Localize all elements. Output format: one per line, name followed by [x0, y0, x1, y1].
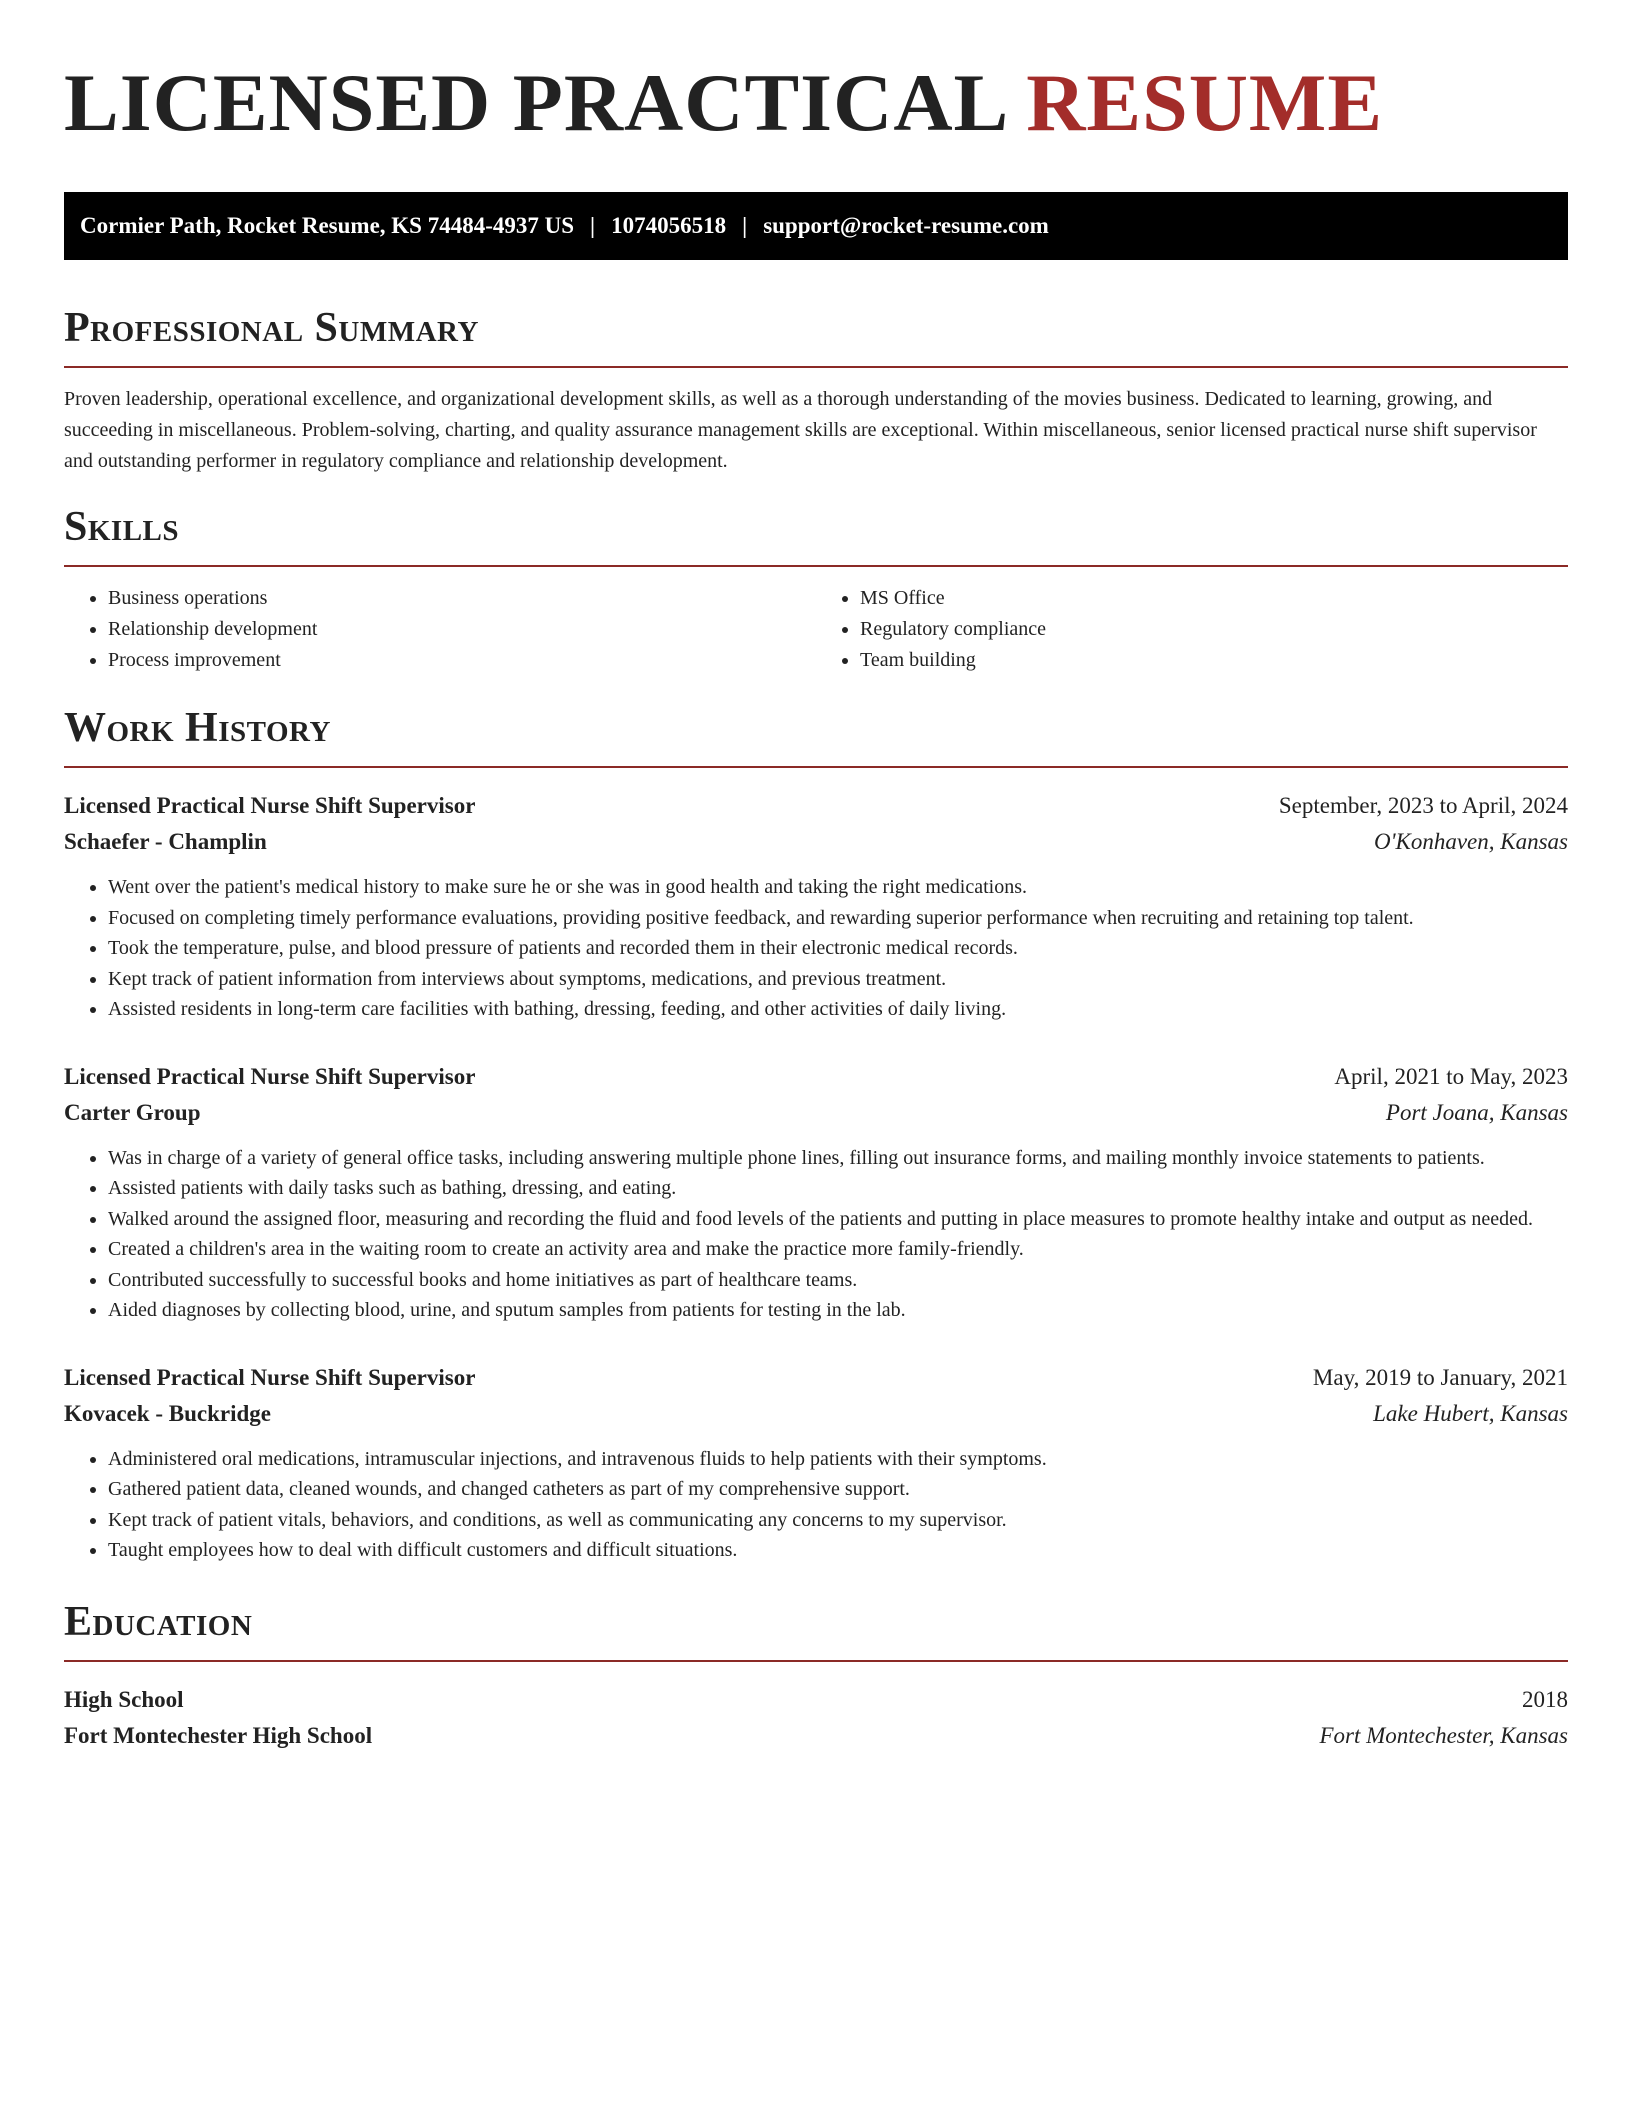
contact-phone: 1074056518	[611, 213, 727, 238]
section-divider	[64, 766, 1568, 768]
job-bullet: • Focused on completing timely performance evaluations, providing positive feedback, and rewarding superior performance when recruiting and retaining top talent.	[108, 903, 1568, 934]
job-entry	[64, 1360, 1568, 1566]
education-header	[64, 1682, 1568, 1718]
resume-title	[64, 0, 1568, 176]
job-location: Port Joana, Kansas	[1385, 1099, 1568, 1125]
job-company: Kovacek - Buckridge	[64, 1400, 271, 1426]
contact-bar	[64, 192, 1568, 260]
skill-item: • Business operations	[108, 583, 816, 614]
work-section	[64, 702, 1568, 1566]
job-bullets	[64, 1444, 1568, 1566]
education-location: Fort Montechester, Kansas	[1319, 1722, 1568, 1748]
education-subheader	[64, 1718, 1568, 1754]
job-dates: April, 2021 to May, 2023	[1334, 1063, 1568, 1089]
education-heading: Education	[64, 1598, 253, 1645]
skill-item: • Team building	[860, 645, 1568, 676]
job-subheader	[64, 1396, 1568, 1432]
skill-item: • Relationship development	[108, 614, 816, 645]
job-header	[64, 1059, 1568, 1095]
job-bullet: • Aided diagnoses by collecting blood, urine, and sputum samples from patients for testing in the lab.	[108, 1295, 1568, 1326]
job-title: Licensed Practical Nurse Shift Supervisor	[64, 1364, 476, 1390]
job-entry	[64, 1059, 1568, 1326]
contact-email: support@rocket-resume.com	[763, 213, 1049, 238]
job-subheader	[64, 1095, 1568, 1131]
skills-column-left	[64, 583, 816, 676]
job-bullet: • Kept track of patient vitals, behaviors, and conditions, as well as communicating any concerns to my supervisor.	[108, 1505, 1568, 1536]
skills-heading: Skills	[64, 504, 180, 550]
job-bullet: • Kept track of patient information from interviews about symptoms, medications, and previous treatment.	[108, 964, 1568, 995]
skills-list	[64, 583, 1568, 676]
section-divider	[64, 565, 1568, 567]
job-title: Licensed Practical Nurse Shift Supervisor	[64, 793, 476, 818]
section-divider	[64, 1660, 1568, 1662]
job-bullet: • Taught employees how to deal with difficult customers and difficult situations.	[108, 1535, 1568, 1566]
contact-address: Cormier Path, Rocket Resume, KS 74484-4937 US	[80, 213, 575, 238]
job-company: Carter Group	[64, 1099, 201, 1125]
education-degree: High School	[64, 1686, 184, 1712]
job-dates: September, 2023 to April, 2024	[1278, 793, 1568, 818]
skills-section	[64, 501, 1568, 676]
summary-text: Proven leadership, operational excellence, and organizational development skills, as well as a thorough understanding of the movies business. Dedicated to learning, growing, and succeeding in miscellaneous. Problem-solving, charting, and quality assurance management skills are exceptional. Within miscellaneous, senior licensed practical nurse shift supervisor and outstanding performer in regulatory compliance and relationship development.	[64, 388, 1537, 472]
job-bullet: • Assisted patients with daily tasks such as bathing, dressing, and eating.	[108, 1173, 1568, 1204]
section-divider	[64, 366, 1568, 368]
summary-heading: Professional Summary	[64, 305, 479, 351]
job-bullet: • Created a children's area in the waiting room to create an activity area and make the practice more family-friendly.	[108, 1234, 1568, 1265]
job-entry	[64, 788, 1568, 1025]
job-title: Licensed Practical Nurse Shift Supervisor	[64, 1063, 476, 1089]
job-header	[64, 788, 1568, 824]
job-bullet: • Gathered patient data, cleaned wounds, and changed catheters as part of my comprehensive support.	[108, 1474, 1568, 1505]
education-year: 2018	[1522, 1686, 1568, 1712]
job-bullet: • Was in charge of a variety of general office tasks, including answering multiple phone lines, filling out insurance forms, and mailing monthly invoice statements to patients.	[108, 1143, 1568, 1174]
job-bullet: • Administered oral medications, intramuscular injections, and intravenous fluids to help patients with their symptoms.	[108, 1444, 1568, 1475]
job-header	[64, 1360, 1568, 1396]
education-section	[64, 1596, 1568, 1754]
contact-separator: |	[742, 213, 748, 238]
education-school: Fort Montechester High School	[64, 1722, 373, 1748]
job-location: Lake Hubert, Kansas	[1373, 1400, 1568, 1426]
job-bullets	[64, 872, 1568, 1025]
skill-item: • MS Office	[860, 583, 1568, 614]
skills-column-right	[816, 583, 1568, 676]
job-location: O'Konhaven, Kansas	[1373, 829, 1568, 854]
job-bullet: • Took the temperature, pulse, and blood pressure of patients and recorded them in their electronic medical records.	[108, 933, 1568, 964]
skill-item: • Regulatory compliance	[860, 614, 1568, 645]
job-bullet: • Assisted residents in long-term care facilities with bathing, dressing, feeding, and other activities of daily living.	[108, 994, 1568, 1025]
work-heading: Work History	[64, 705, 331, 751]
title-part-2: RESUME	[1026, 57, 1384, 148]
job-company: Schaefer - Champlin	[64, 829, 267, 854]
job-subheader	[64, 824, 1568, 860]
title-part-1: LICENSED PRACTICAL	[64, 57, 1005, 148]
job-bullet: • Walked around the assigned floor, measuring and recording the fluid and food levels of the patients and putting in place measures to promote healthy intake and output as needed.	[108, 1204, 1568, 1235]
skill-item: • Process improvement	[108, 645, 816, 676]
job-bullets	[64, 1143, 1568, 1326]
contact-separator: |	[590, 213, 596, 238]
job-dates: May, 2019 to January, 2021	[1312, 1364, 1568, 1390]
job-bullet: • Went over the patient's medical history to make sure he or she was in good health and taking the right medications.	[108, 872, 1568, 903]
summary-section	[64, 302, 1568, 477]
job-bullet: • Contributed successfully to successful books and home initiatives as part of healthcare teams.	[108, 1265, 1568, 1296]
education-entry	[64, 1682, 1568, 1754]
